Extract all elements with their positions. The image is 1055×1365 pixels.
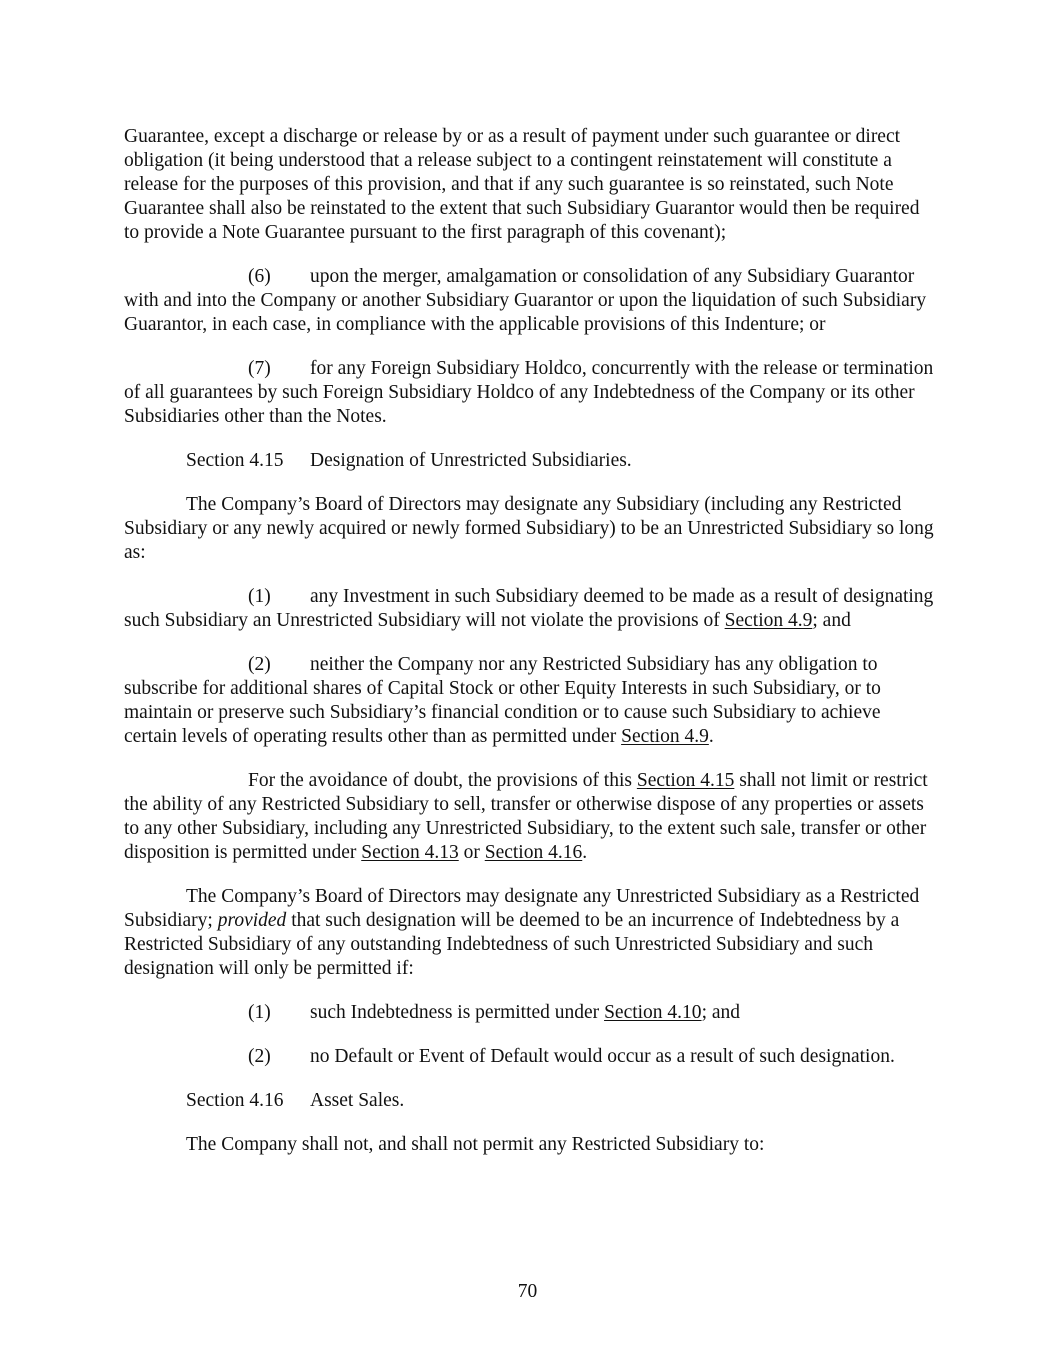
item-number: (1) <box>248 1002 271 1023</box>
list-item-7 <box>124 357 934 429</box>
item-number: (6) <box>248 266 271 287</box>
paragraph-avoidance-of-doubt <box>124 769 934 865</box>
provided-term: provided <box>217 910 287 931</box>
paragraph-redesignation <box>124 885 934 981</box>
page-number: 70 <box>517 1281 538 1302</box>
item-text: such Indebtedness is permitted under <box>310 1002 600 1023</box>
item-number: (7) <box>248 358 271 379</box>
item-text: for any Foreign Subsidiary Holdco, concurrently with the release or termination of all guarantees by such Foreign Subsidiary Holdco of any Indebtedness of the Company or its other Subsidiaries other than the Notes. <box>124 358 934 427</box>
section-4-9-link[interactable]: Section 4.9 <box>621 726 709 747</box>
section-4-16-link[interactable]: Section 4.16 <box>484 842 583 863</box>
section-title: Designation of Unrestricted Subsidiaries. <box>310 450 632 471</box>
item-number: (2) <box>248 1046 271 1067</box>
item-number: (2) <box>248 654 271 675</box>
section-heading-4-15 <box>124 449 934 473</box>
paragraph-board-designation: The Company’s Board of Directors may designate any Subsidiary (including any Restricted Subsidiary or any newly acquired or newly formed Subsidiary) to be an Unrestricted Subsidiary so long as: <box>124 494 934 563</box>
section-number: Section 4.15 <box>186 450 284 471</box>
list-item-a2 <box>124 653 934 749</box>
item-number: (1) <box>248 586 271 607</box>
item-text: upon the merger, amalgamation or consolidation of any Subsidiary Guarantor with and into the Company or another Subsidiary Guarantor or upon the liquidation of such Subsidiary Guarantor, in each case, in compliance with the applicable provisions of this Indenture; or <box>124 266 927 335</box>
section-4-10-link[interactable]: Section 4.10 <box>604 1002 702 1023</box>
paragraph-guarantee-continuation: Guarantee, except a discharge or release by or as a result of payment under such guarantee or direct obligation (it being understood that a release subject to a contingent reinstatement will constitute a release for the purposes of this provision, and that if any such guarantee is so reinstated, such Note Guarantee shall also be reinstated to the extent that such Subsidiary Guarantor would then be required to provide a Note Guarantee pursuant to the first paragraph of this covenant); <box>124 126 920 243</box>
item-text-end: ; and <box>812 610 851 631</box>
paragraph-asset-sales: The Company shall not, and shall not permit any Restricted Subsidiary to: <box>186 1134 765 1155</box>
text-part: The Company’s Board of Directors may designate any Unrestricted Subsidiary as a Restricted Subsidiary; <box>124 886 920 931</box>
section-heading-4-16 <box>124 1089 934 1113</box>
item-text-end: . <box>708 726 714 747</box>
section-4-9-link[interactable]: Section 4.9 <box>724 610 813 631</box>
section-number: Section 4.16 <box>186 1090 284 1111</box>
item-text: any Investment in such Subsidiary deemed to be made as a result of designating such Subsidiary an Unrestricted Subsidiary will not violate the provisions of <box>124 586 934 631</box>
list-item-a1 <box>124 585 934 633</box>
document-page <box>124 125 934 1177</box>
item-text-end: ; and <box>701 1002 741 1023</box>
item-text: no Default or Event of Default would occur as a result of such designation. <box>310 1046 895 1067</box>
section-title: Asset Sales. <box>310 1090 405 1111</box>
text-part: or <box>463 842 480 863</box>
text-part: shall not limit or restrict the ability of any Restricted Subsidiary to sell, transfer or otherwise dispose of any properties or assets to any other Subsidiary, including any Unrestricted Subsidiary, to the extent such sale, transfer or other disposition is permitted under <box>124 770 928 863</box>
text-part: . <box>582 842 588 863</box>
section-4-15-link[interactable]: Section 4.15 <box>636 770 735 791</box>
list-item-b2 <box>124 1045 934 1069</box>
text-part: that such designation will be deemed to be an incurrence of Indebtedness by a Restricted Subsidiary of any outstanding Indebtedness of such Unrestricted Subsidiary and such designation will only be permitted if: <box>124 910 900 979</box>
list-item-6 <box>124 265 934 337</box>
list-item-b1 <box>124 1001 934 1025</box>
section-4-13-link[interactable]: Section 4.13 <box>361 842 459 863</box>
text-part: For the avoidance of doubt, the provisions of this <box>248 770 632 791</box>
item-text: neither the Company nor any Restricted Subsidiary has any obligation to subscribe for additional shares of Capital Stock or other Equity Interests in such Subsidiary, or to maintain or preserve such Subsidiary’s financial condition or to cause such Subsidiary to achieve certain levels of operating results other than as permitted under <box>124 654 881 747</box>
